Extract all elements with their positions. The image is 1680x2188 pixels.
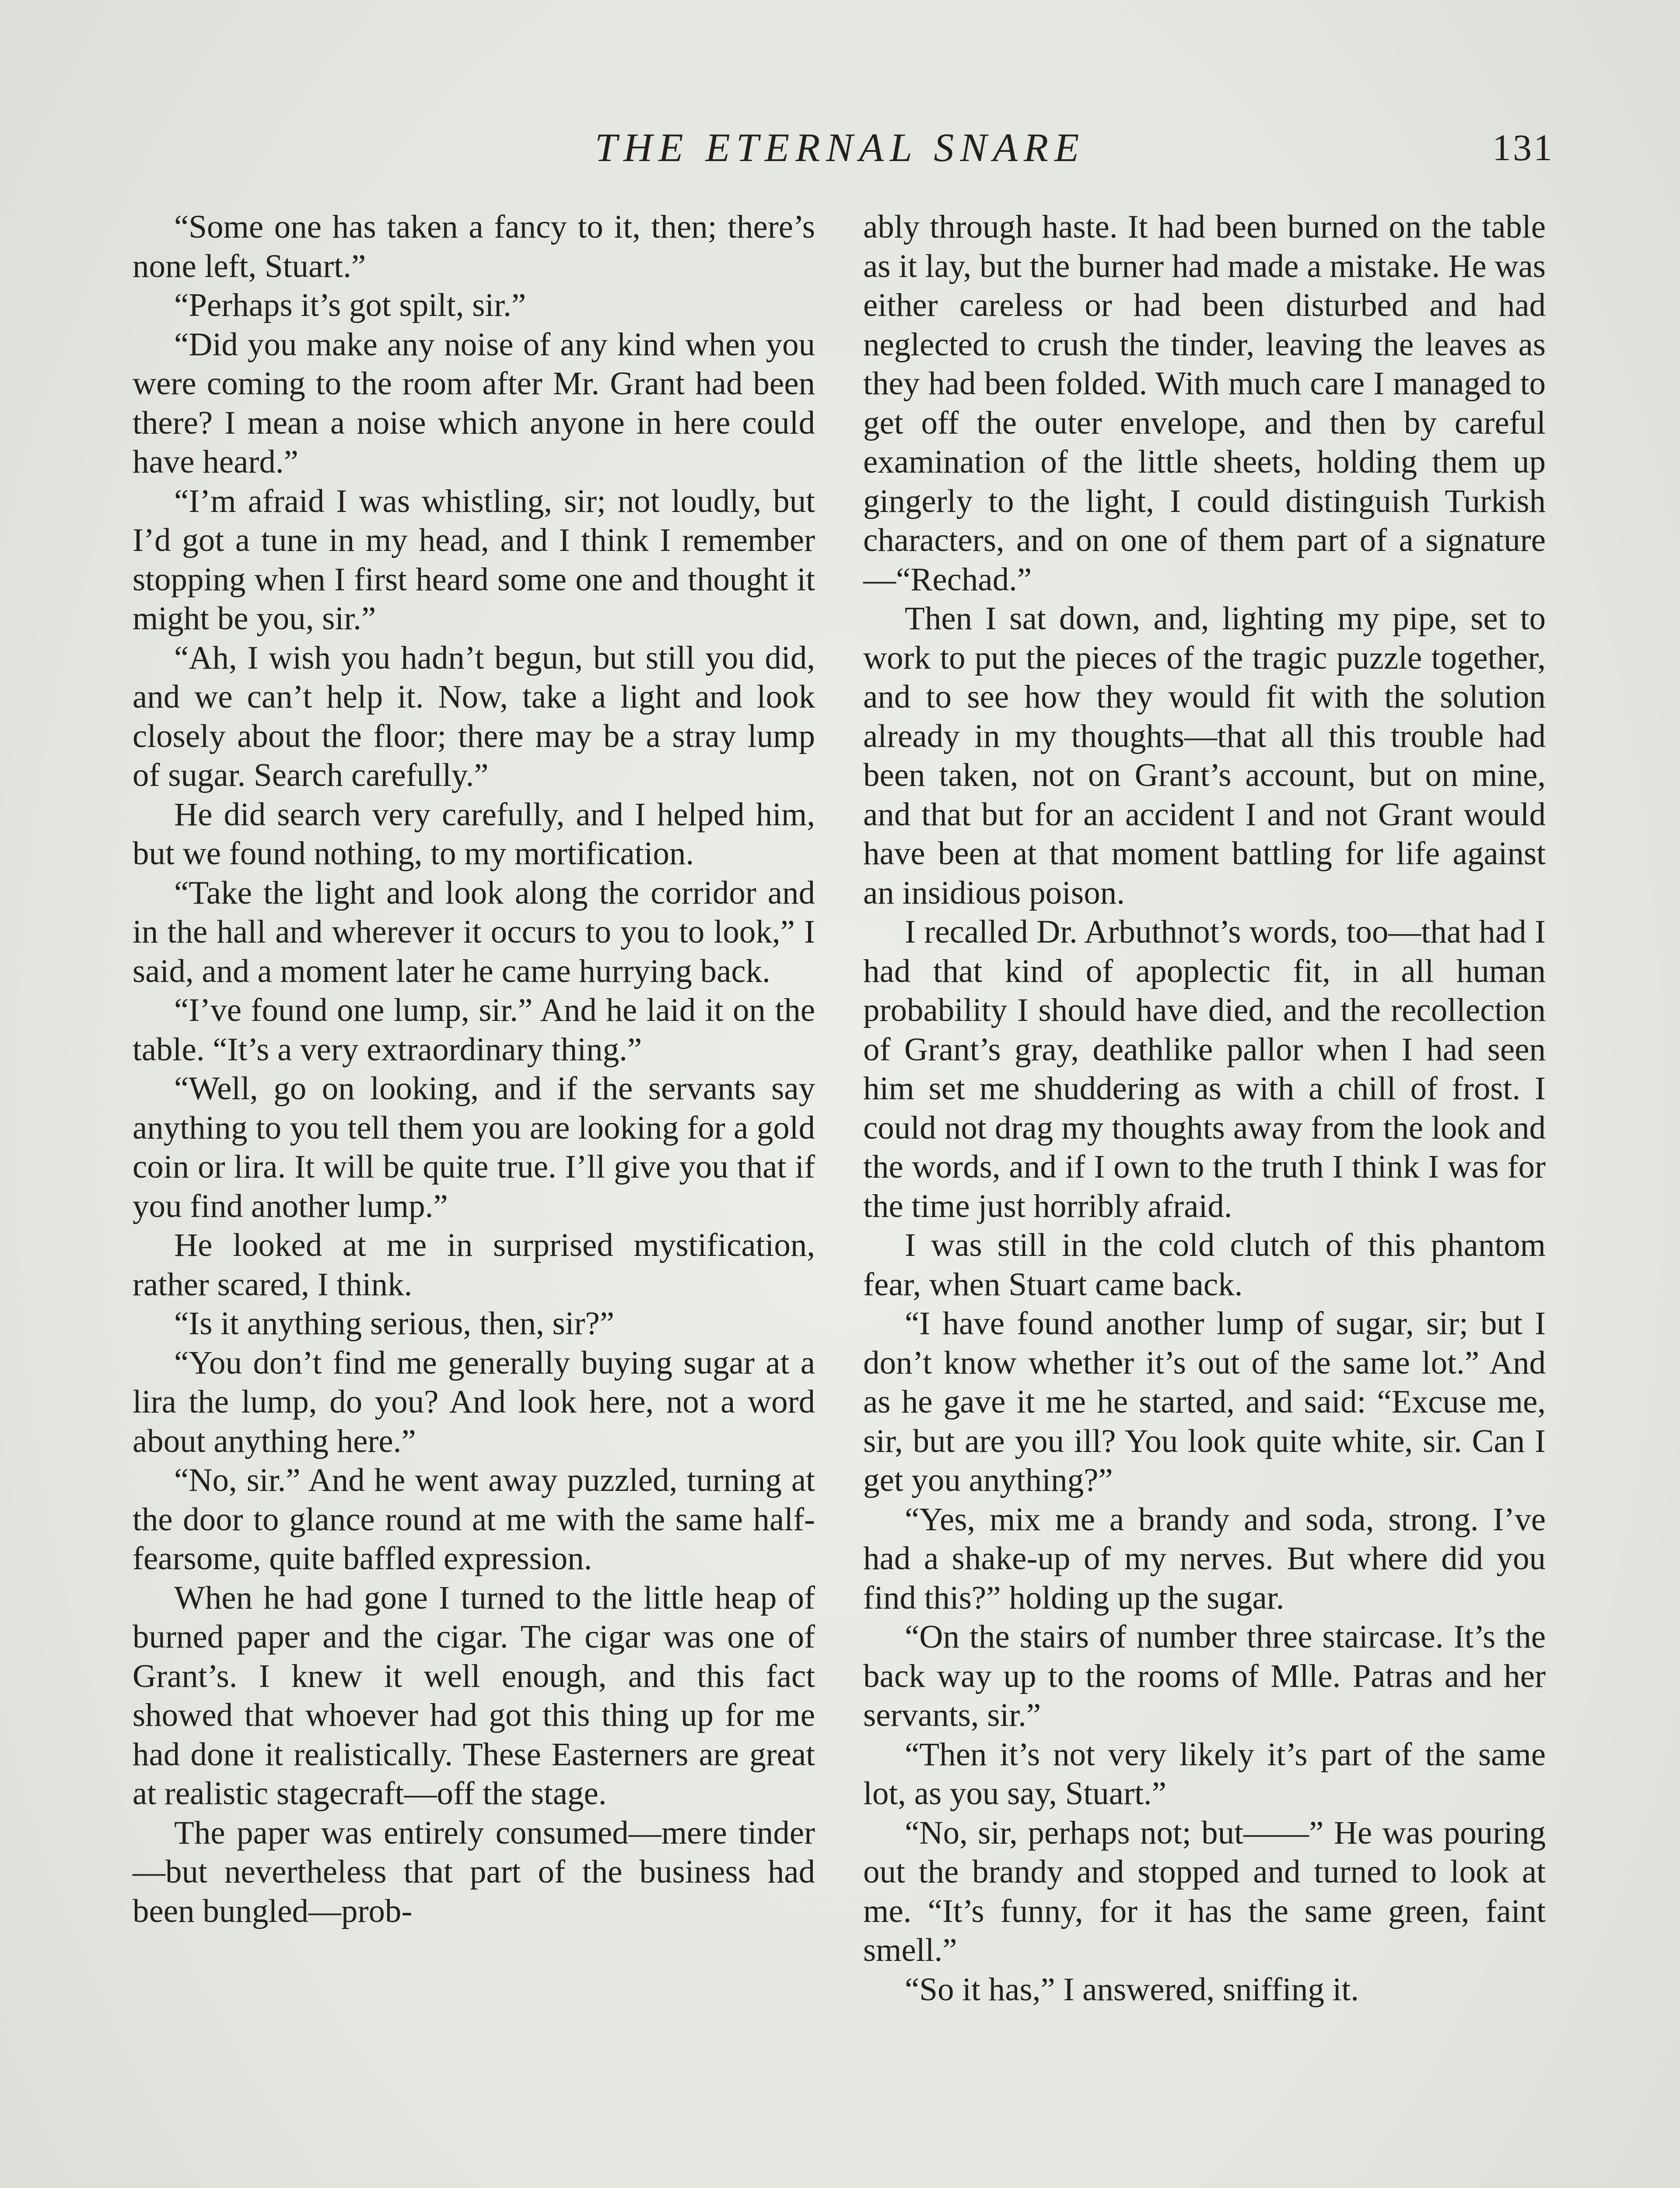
- paragraph: “Is it anything serious, then, sir?”: [174, 1305, 615, 1342]
- paragraph: “So it has,” I answered, sniffing it.: [905, 1971, 1359, 2008]
- paragraph: “No, sir.” And he went away puzzled, turning at the door to glance round at me with the same half-fearsome, quite baffled expression.: [133, 1462, 815, 1577]
- paragraph: “No, sir, perhaps not; but——” He was pouring out the brandy and stopped and turned to look at me. “It’s funny, for it has the same green, faint smell.”: [863, 1814, 1546, 1968]
- running-title: THE ETERNAL SNARE: [595, 125, 1085, 170]
- paragraph: I was still in the cold clutch of this phantom fear, when Stuart came back.: [863, 1227, 1546, 1303]
- paragraph: “Did you make any noise of any kind when you were coming to the room after Mr. Grant had been there? I mean a noise which anyone in here could have heard.”: [133, 326, 815, 480]
- paragraph: “I’m afraid I was whistling, sir; not loudly, but I’d got a tune in my head, and I think I remember stopping when I first heard some one and thought it might be you, sir.”: [133, 483, 815, 637]
- paragraph: ably through haste. It had been burned on the table as it lay, but the burner had made a mistake. He was either careless or had been disturbed and had neglected to crush the tinder, leaving the leaves as they had been folded. With much care I managed to get off the outer envelope, and then by careful examination of the little sheets, holding them up gingerly to the light, I could distinguish Turkish characters, and on one of them part of a signature—“Rechad.”: [863, 209, 1546, 598]
- paragraph: “On the stairs of number three staircase. It’s the back way up to the rooms of Mlle. Patras and her servants, sir.”: [863, 1619, 1546, 1733]
- page-header: [131, 123, 1554, 172]
- paragraph: Then I sat down, and, lighting my pipe, set to work to put the pieces of the tragic puzzle together, and to see how they would fit with the solution already in my thoughts—that all this trouble had been taken, not on Grant’s account, but on mine, and that but for an accident I and not Grant would have been at that moment battling for life against an insidious poison.: [863, 600, 1546, 911]
- right-text-column: [863, 207, 1546, 2009]
- paragraph: He looked at me in surprised mystification, rather scared, I think.: [133, 1227, 815, 1303]
- paragraph: “Ah, I wish you hadn’t begun, but still you did, and we can’t help it. Now, take a light and look closely about the floor; there may be a stray lump of sugar. Search carefully.”: [133, 639, 815, 793]
- paragraph: “Perhaps it’s got spilt, sir.”: [174, 287, 526, 323]
- page-number: 131: [1492, 126, 1554, 168]
- paragraph: He did search very carefully, and I helped him, but we found nothing, to my mortification.: [133, 796, 815, 872]
- paragraph: “Then it’s not very likely it’s part of the same lot, as you say, Stuart.”: [863, 1736, 1546, 1812]
- paragraph: The paper was entirely consumed—mere tinder—but nevertheless that part of the business had been bungled—prob-: [133, 1814, 815, 1929]
- paragraph: I recalled Dr. Arbuthnot’s words, too—that had I had that kind of apoplectic fit, in all human probability I should have died, and the recollection of Grant’s gray, deathlike pallor when I had seen him set me shuddering as with a chill of frost. I could not drag my thoughts away from the look and the words, and if I own to the truth I think I was for the time just horribly afraid.: [863, 914, 1546, 1224]
- paragraph: “I have found another lump of sugar, sir; but I don’t know whether it’s out of the same lot.” And as he gave it me he started, and said: “Excuse me, sir, but are you ill? You look quite white, sir. Can I get you anything?”: [863, 1305, 1546, 1498]
- paragraph: “You don’t find me generally buying sugar at a lira the lump, do you? And look here, not a word about anything here.”: [133, 1344, 815, 1459]
- paragraph: “Well, go on looking, and if the servants say anything to you tell them you are looking for a gold coin or lira. It will be quite true. I’ll give you that if you find another lump.”: [133, 1070, 815, 1224]
- left-text-column: [133, 207, 815, 1931]
- paragraph: “I’ve found one lump, sir.” And he laid it on the table. “It’s a very extraordinary thing.”: [133, 992, 815, 1068]
- paragraph: “Take the light and look along the corridor and in the hall and wherever it occurs to you to look,” I said, and a moment later he came hurrying back.: [133, 874, 815, 989]
- paragraph: “Some one has taken a fancy to it, then; there’s none left, Stuart.”: [133, 209, 815, 284]
- paragraph: When he had gone I turned to the little heap of burned paper and the cigar. The cigar was one of Grant’s. I knew it well enough, and this fact showed that whoever had got this thing up for me had done it realistically. These Easterners are great at realistic stagecraft—off the stage.: [133, 1579, 815, 1812]
- paragraph: “Yes, mix me a brandy and soda, strong. I’ve had a shake-up of my nerves. But where did you find this?” holding up the sugar.: [863, 1501, 1546, 1616]
